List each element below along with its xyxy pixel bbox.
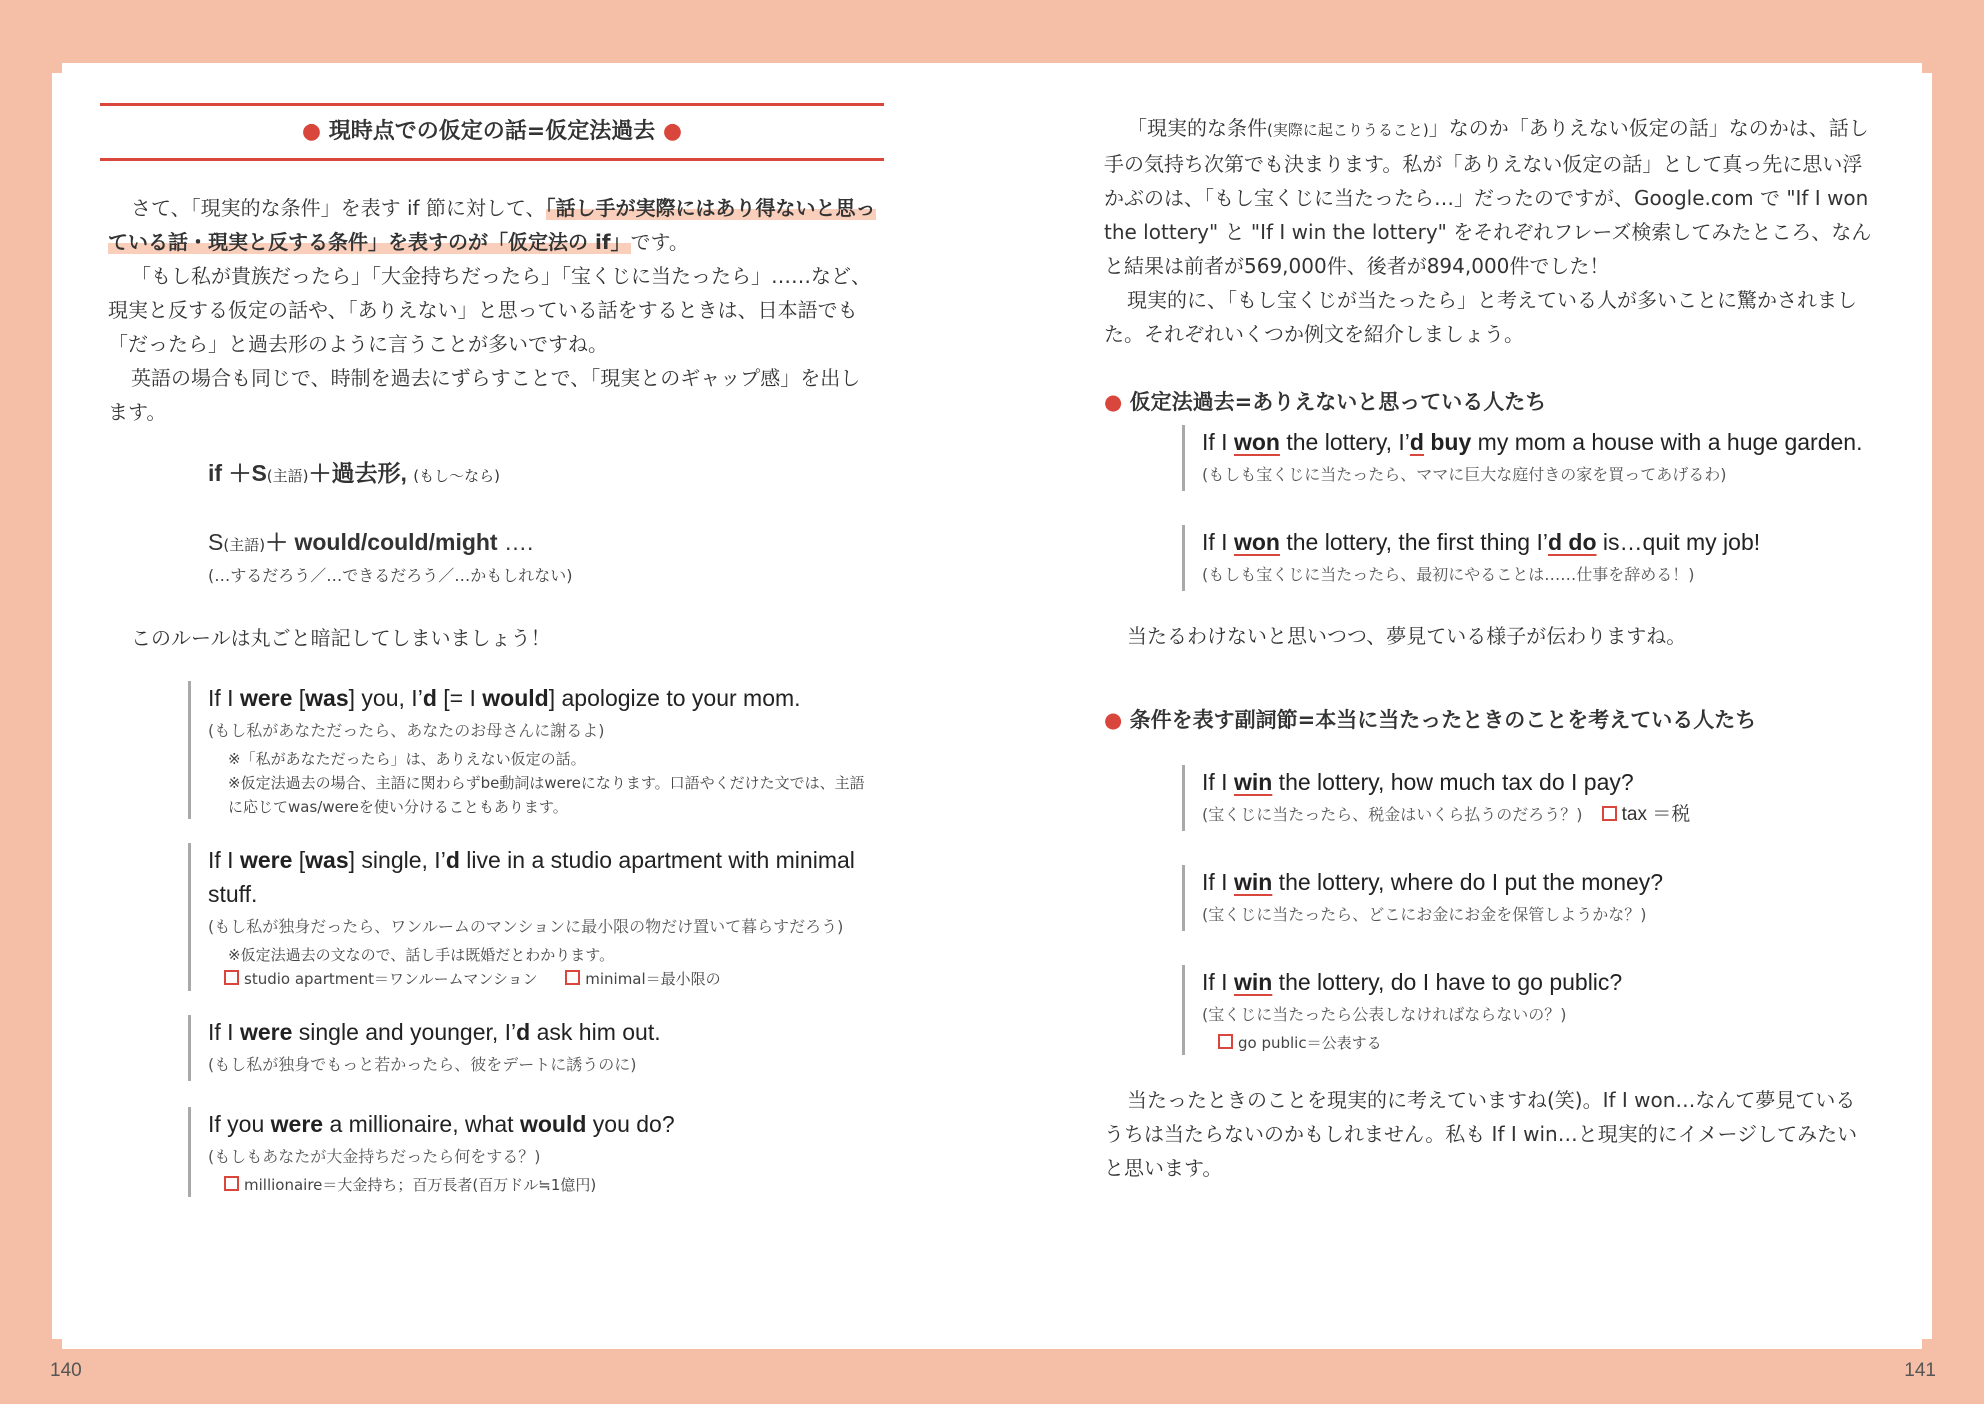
header-rule-bottom	[100, 158, 884, 161]
right-page	[1104, 111, 1874, 1185]
example-note: ※「私があなただったら」は、ありえない仮定の話。	[228, 750, 586, 768]
lottery-example-2	[1182, 525, 1872, 591]
formula-block	[208, 457, 884, 591]
vocab-item: minimal＝最小限の	[585, 970, 721, 988]
vocab-row	[208, 1173, 868, 1197]
left-page	[100, 103, 884, 1197]
example-sentence: If I were single and younger, I’d ask him out.	[208, 1019, 661, 1045]
example-sentence: If I won the lottery, the first thing I’d do is…quit my job!	[1202, 529, 1761, 555]
right-paragraph-3: 当たるわけないと思いつつ、夢見ている様子が伝わりますね。	[1127, 624, 1687, 648]
vocab-item: millionaire＝大金持ち；百万長者(百万ドル≒1億円)	[244, 1176, 597, 1194]
vocab-item: studio apartment＝ワンルームマンション	[244, 970, 538, 988]
bullet-dot-icon: ●	[1104, 708, 1123, 732]
rule-sentence: このルールは丸ごと暗記してしまいましょう！	[131, 626, 551, 650]
checkbox-icon	[565, 970, 580, 985]
bullet-dot-icon: ●	[662, 119, 683, 144]
right-paragraph-1: 「現実的な条件(実際に起こりうること)」なのか「ありえない仮定の話」なのかは、話し手の気持ち次第でも決まります。私が「ありえない仮定の話」として真っ先に思い浮かぶのは、「もし宝くじに当たったら…」だったのですが、Google.com で "If I won the lottery" と "If I win the lottery" をそれぞれフレーズ検索してみたところ、なんと結果は前者が569,000件、後者が894,000件でした！	[1104, 116, 1872, 278]
example-note: ※仮定法過去の文なので、話し手は既婚だとわかります。	[228, 946, 615, 964]
bullet-dot-icon: ●	[1104, 390, 1123, 414]
example-sentence: If I win the lottery, where do I put the money?	[1202, 869, 1664, 895]
corner-notch	[52, 63, 62, 73]
section-header	[100, 106, 884, 158]
vocab-item: go public＝公表する	[1238, 1034, 1382, 1052]
intro-paragraph-3: 英語の場合も同じで、時制を過去にずらすことで、「現実とのギャップ感」を出します。	[108, 366, 861, 424]
subsection-heading-1: ● 仮定法過去=ありえないと思っている人たち	[1104, 390, 1547, 414]
example-2	[188, 843, 868, 991]
example-sentence: If I win the lottery, how much tax do I pay?	[1202, 769, 1634, 795]
lottery-example-4	[1182, 865, 1872, 931]
intro-paragraph-1: さて、「現実的な条件」を表す if 節に対して、「話し手が実際にはあり得ないと思っている話・現実と反する条件」を表すのが「仮定法の if」です。	[108, 196, 876, 254]
example-sentence: If you were a millionaire, what would you do?	[208, 1111, 675, 1137]
formula-if-clause: if ＋S(主語)＋過去形, (もし～なら)	[208, 460, 500, 486]
corner-notch	[1922, 1339, 1932, 1349]
example-translation: (もしもあなたが大金持ちだったら何をする？)	[208, 1147, 541, 1166]
lottery-example-5	[1182, 965, 1872, 1055]
checkbox-icon	[1602, 806, 1617, 821]
lottery-example-3	[1182, 765, 1872, 831]
checkbox-icon	[224, 970, 239, 985]
example-translation: (宝くじに当たったら、どこにお金にお金を保管しようかな？)	[1202, 905, 1647, 924]
corner-notch	[1922, 63, 1932, 73]
page-number-right: 141	[1904, 1360, 1936, 1381]
highlight-text: 「話し手が実際にはあり得ないと思っている話・現実と反する条件」を表すのが「仮定法の if」	[108, 196, 876, 254]
example-sentence: If I won the lottery, I’d buy my mom a house with a huge garden.	[1202, 429, 1863, 455]
example-translation: (宝くじに当たったら公表しなければならないの？)	[1202, 1005, 1567, 1024]
example-translation: (もし私が独身だったら、ワンルームのマンションに最小限の物だけ置いて暮らすだろう)	[208, 917, 844, 936]
formula-note: (…するだろう／…できるだろう／…かもしれない)	[208, 566, 573, 585]
example-4	[188, 1107, 868, 1197]
page-number-left: 140	[50, 1360, 82, 1381]
intro-paragraph-2: 「もし私が貴族だったら」「大金持ちだったら」「宝くじに当たったら」……など、現実と反する仮定の話や、「ありえない」と思っている話をするときは、日本語でも「だったら」と過去形のように言うことが多いですね。	[108, 264, 871, 356]
lottery-example-1	[1182, 425, 1872, 491]
right-paragraph-2: 現実的に、「もし宝くじが当たったら」と考えている人が多いことに驚かされました。それぞれいくつか例文を紹介しましょう。	[1104, 288, 1857, 346]
page-spread	[52, 63, 1932, 1349]
example-sentence: If I win the lottery, do I have to go public?	[1202, 969, 1623, 995]
example-translation: (もしも宝くじに当たったら、最初にやることは……仕事を辞める！)	[1202, 565, 1695, 584]
example-group-1	[1182, 425, 1872, 591]
checkbox-icon	[1218, 1034, 1233, 1049]
example-list	[188, 681, 868, 1197]
vocab-row	[1202, 1031, 1872, 1055]
vocab-item: tax ＝税	[1621, 804, 1691, 825]
example-3	[188, 1015, 868, 1081]
example-group-2	[1182, 765, 1872, 1055]
section-title: 現時点での仮定の話=仮定法過去	[328, 119, 656, 144]
right-paragraph-4: 当たったときのことを現実的に考えていますね(笑)。If I won…なんて夢見ているうちは当たらないのかもしれません。私も If I win…と現実的にイメージしてみたいと思います。	[1104, 1088, 1858, 1180]
example-note: ※仮定法過去の場合、主語に関わらずbe動詞はwereになります。口語やくだけた文では、主語に応じてwas/wereを使い分けることもあります。	[228, 774, 865, 816]
example-sentence: If I were [was] single, I’d live in a studio apartment with minimal stuff.	[208, 847, 855, 907]
vocab-row	[208, 967, 868, 991]
example-translation: (宝くじに当たったら、税金はいくら払うのだろう？) tax ＝税	[1202, 804, 1691, 825]
example-translation: (もし私があなただったら、あなたのお母さんに謝るよ)	[208, 721, 605, 740]
formula-main-clause: S(主語)＋ would/could/might ….	[208, 529, 534, 555]
bullet-dot-icon: ●	[301, 119, 322, 144]
example-1	[188, 681, 868, 819]
checkbox-icon	[224, 1176, 239, 1191]
example-sentence: If I were [was] you, I’d [= I would] apologize to your mom.	[208, 685, 801, 711]
subsection-heading-2: ● 条件を表す副詞節=本当に当たったときのことを考えている人たち	[1104, 708, 1757, 732]
intro-text	[100, 191, 884, 429]
corner-notch	[52, 1339, 62, 1349]
example-translation: (もし私が独身でもっと若かったら、彼をデートに誘うのに)	[208, 1055, 637, 1074]
example-translation: (もしも宝くじに当たったら、ママに巨大な庭付きの家を買ってあげるわ)	[1202, 465, 1727, 484]
